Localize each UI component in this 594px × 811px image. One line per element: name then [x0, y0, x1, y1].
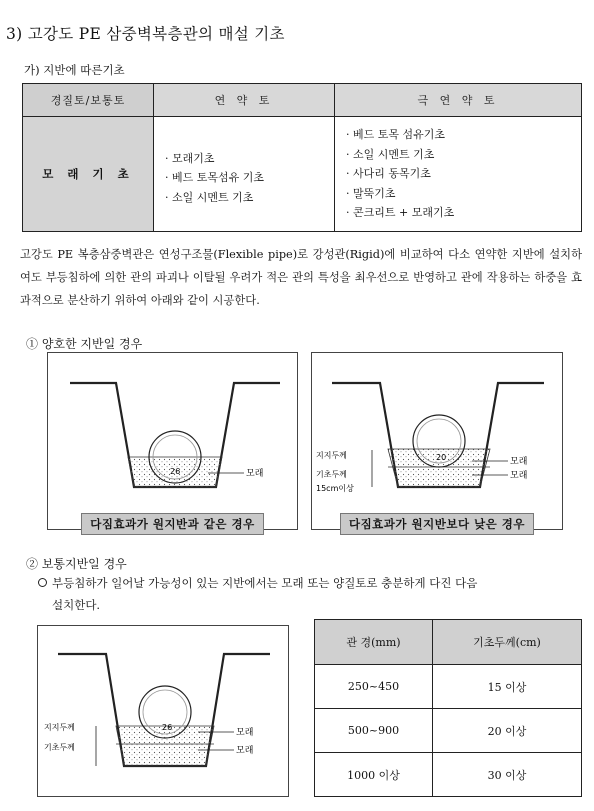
header-foundation-thickness: 기초두께(cm) — [433, 620, 582, 665]
pipe-size-label: 26 — [170, 467, 181, 476]
case2-label: ② 보통지반일 경우 — [26, 557, 127, 571]
pipe-size-label: 20 — [436, 453, 447, 462]
sand-label: 모래 — [236, 728, 254, 738]
header-hard-soil: 경질토/보통토 — [23, 84, 154, 117]
foundation-thickness-label: 기초두께 — [44, 743, 75, 752]
list-item: · 소일 시멘트 기초 — [165, 190, 254, 204]
figure-good-ground-lower — [311, 352, 563, 530]
sand-label: 모래 — [510, 471, 528, 481]
table-row — [315, 665, 582, 709]
row-sand-foundation: 모 래 기 초 — [23, 117, 154, 232]
figure-good-ground-same — [47, 352, 298, 530]
trench-diagram — [48, 353, 297, 529]
list-item: · 모래기초 — [165, 151, 215, 165]
table-row — [315, 753, 582, 797]
min-thickness-label: 15cm이상 — [316, 484, 354, 493]
description-paragraph: 고강도 PE 복층삼중벽관은 연성구조물(Flexible pipe)로 강성관(Rigid)에 비교하여 다소 연약한 지반에 설치하여도 부등침하에 의한 관의 파괴나 이탈될 우려가 적은 관의 특성을 최우선으로 반영하고 관에 작용하는 하중을 효과적으로 분산하기 위하여 아래와 같이 시공한다. — [20, 248, 582, 307]
header-pipe-diameter: 관 경(mm) — [315, 620, 433, 665]
figure-caption: 다짐효과가 원지반보다 낮은 경우 — [340, 513, 534, 535]
list-item: · 말뚝기초 — [346, 186, 396, 200]
soft-soil-cell — [154, 117, 335, 232]
thickness-table — [314, 619, 582, 797]
section-a-label: 가) 지반에 따른기초 — [24, 63, 125, 77]
foundation-thickness-label: 기초두께 — [316, 470, 347, 479]
figure-normal-ground — [37, 625, 289, 797]
header-very-soft-soil: 극 연 약 토 — [335, 84, 582, 117]
list-item: · 베드 토목 섬유기초 — [346, 128, 445, 142]
support-thickness-label: 지지두께 — [44, 723, 75, 732]
trench-diagram — [38, 626, 288, 796]
table-cell: 500~900 — [315, 709, 433, 753]
list-item: · 사다리 동목기초 — [346, 167, 431, 181]
figure-caption: 다짐효과가 원지반과 같은 경우 — [81, 513, 263, 535]
case1-label: ① 양호한 지반일 경우 — [26, 337, 143, 351]
bullet-line-1: 부등침하가 일어날 가능성이 있는 지반에서는 모래 또는 양질토로 충분하게 다진 다음 — [52, 576, 478, 590]
page-title: 3) 고강도 PE 삼중벽복층관의 매설 기초 — [6, 25, 285, 43]
table-cell: 1000 이상 — [315, 753, 433, 797]
pipe-size-label: 26 — [162, 723, 173, 732]
table-row — [315, 709, 582, 753]
list-item: · 베드 토목섬유 기초 — [165, 171, 264, 185]
list-item: · 소일 시멘트 기초 — [346, 147, 435, 161]
trench-diagram — [312, 353, 562, 529]
table-cell: 30 이상 — [433, 753, 582, 797]
sand-label: 모래 — [236, 746, 254, 756]
sand-label: 모래 — [246, 469, 264, 479]
bullet-text — [38, 575, 477, 591]
list-item: · 콘크리트 + 모래기초 — [346, 206, 455, 220]
header-soft-soil: 연 약 토 — [154, 84, 335, 117]
very-soft-soil-cell — [335, 117, 582, 232]
bullet-icon — [38, 578, 47, 587]
table-cell: 20 이상 — [433, 709, 582, 753]
sand-label: 모래 — [510, 457, 528, 467]
support-thickness-label: 지지두께 — [316, 451, 347, 460]
foundation-table — [22, 83, 582, 232]
table-cell: 250~450 — [315, 665, 433, 709]
bullet-line-2: 설치한다. — [52, 598, 101, 612]
table-cell: 15 이상 — [433, 665, 582, 709]
